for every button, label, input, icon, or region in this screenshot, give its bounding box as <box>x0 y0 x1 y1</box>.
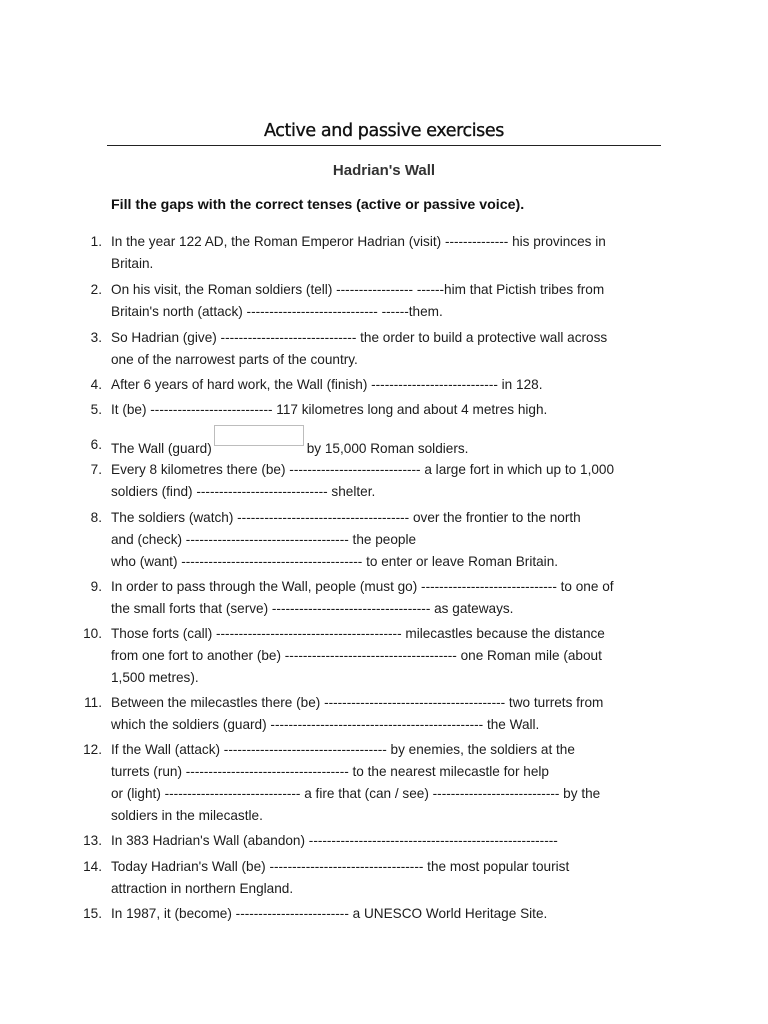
item-number: 6. <box>90 437 102 452</box>
item-line: Britain's north (attack) ----------------------------- ------them. <box>111 304 443 319</box>
item-number: 15. <box>83 906 102 921</box>
item-number: 2. <box>90 282 102 297</box>
item-number: 9. <box>90 579 102 594</box>
item-line: the small forts that (serve) ----------------------------------- as gateways. <box>111 601 514 616</box>
item-text <box>111 434 671 460</box>
item-line: from one fort to another (be) -------------------------------------- one Roman mile (about <box>111 648 602 663</box>
item-line: attraction in northern England. <box>111 881 294 896</box>
item-line: turrets (run) ------------------------------------ to the nearest milecastle for help <box>111 764 549 779</box>
item-line: soldiers in the milecastle. <box>111 808 263 823</box>
item-text <box>111 830 671 852</box>
item-text <box>111 692 671 736</box>
answer-text-box[interactable] <box>214 425 304 446</box>
item-text <box>111 459 671 503</box>
item-line: Britain. <box>111 256 154 271</box>
item-text <box>111 231 671 275</box>
item-line: Between the milecastles there (be) ---------------------------------------- two turrets from <box>111 695 604 710</box>
item-line: Every 8 kilometres there (be) ----------------------------- a large fort in which up to 1,000 <box>111 462 615 477</box>
instructions: Fill the gaps with the correct tenses (active or passive voice). <box>111 197 525 213</box>
item-number: 8. <box>90 510 102 525</box>
item-text <box>111 623 671 689</box>
item-text <box>111 279 671 323</box>
item-number: 12. <box>83 742 102 757</box>
item-number: 5. <box>90 402 102 417</box>
item-text <box>111 327 671 371</box>
item-text <box>111 903 671 925</box>
item-text <box>111 856 671 900</box>
item-text <box>111 576 671 620</box>
item-line: who (want) ---------------------------------------- to enter or leave Roman Britain. <box>111 554 559 569</box>
item-text <box>111 739 671 827</box>
item-line: one of the narrowest parts of the country. <box>111 352 358 367</box>
item-line: which the soldiers (guard) ----------------------------------------------- the Wall. <box>111 717 540 732</box>
item-number: 1. <box>90 234 102 249</box>
item-line: Those forts (call) ----------------------------------------- milecastles because the distance <box>111 626 605 641</box>
item-number: 3. <box>90 330 102 345</box>
item-line: or (light) ------------------------------ a fire that (can / see) ---------------------------- by the <box>111 786 601 801</box>
item-line: On his visit, the Roman soldiers (tell) ----------------- ------him that Pictish tribes from <box>111 282 605 297</box>
item-line: In 1987, it (become) ------------------------- a UNESCO World Heritage Site. <box>111 906 548 921</box>
item-line: In 383 Hadrian's Wall (abandon) ------------------------------------------------------- <box>111 833 558 848</box>
item-line: In order to pass through the Wall, people (must go) ------------------------------ to one of <box>111 579 614 594</box>
item-line: After 6 years of hard work, the Wall (finish) ---------------------------- in 128. <box>111 377 543 392</box>
title-underline <box>107 145 661 146</box>
page-subtitle: Hadrian's Wall <box>332 162 436 179</box>
page-title: Active and passive exercises <box>264 121 504 141</box>
item-line: It (be) --------------------------- 117 kilometres long and about 4 metres high. <box>111 402 548 417</box>
item-number: 13. <box>83 833 102 848</box>
item-number: 7. <box>90 462 102 477</box>
item-number: 11. <box>84 695 102 710</box>
item-number: 4. <box>90 377 102 392</box>
item-line: Today Hadrian's Wall (be) ---------------------------------- the most popular tourist <box>111 859 570 874</box>
item-line: So Hadrian (give) ------------------------------ the order to build a protective wall across <box>111 330 608 345</box>
item-text <box>111 507 671 573</box>
item-number: 10. <box>83 626 102 641</box>
item-text <box>111 374 671 396</box>
item-text-before: The Wall (guard) <box>111 441 212 456</box>
item-line: soldiers (find) ----------------------------- shelter. <box>111 484 376 499</box>
item-line: and (check) ------------------------------------ the people <box>111 532 417 547</box>
item-line: If the Wall (attack) ------------------------------------ by enemies, the soldiers at the <box>111 742 575 757</box>
item-number: 14. <box>83 859 102 874</box>
item-line: 1,500 metres). <box>111 670 199 685</box>
item-text-after: by 15,000 Roman soldiers. <box>306 441 469 456</box>
item-text <box>111 399 671 421</box>
item-line: The soldiers (watch) -------------------------------------- over the frontier to the north <box>111 510 581 525</box>
item-line: In the year 122 AD, the Roman Emperor Hadrian (visit) -------------- his provinces in <box>111 234 606 249</box>
